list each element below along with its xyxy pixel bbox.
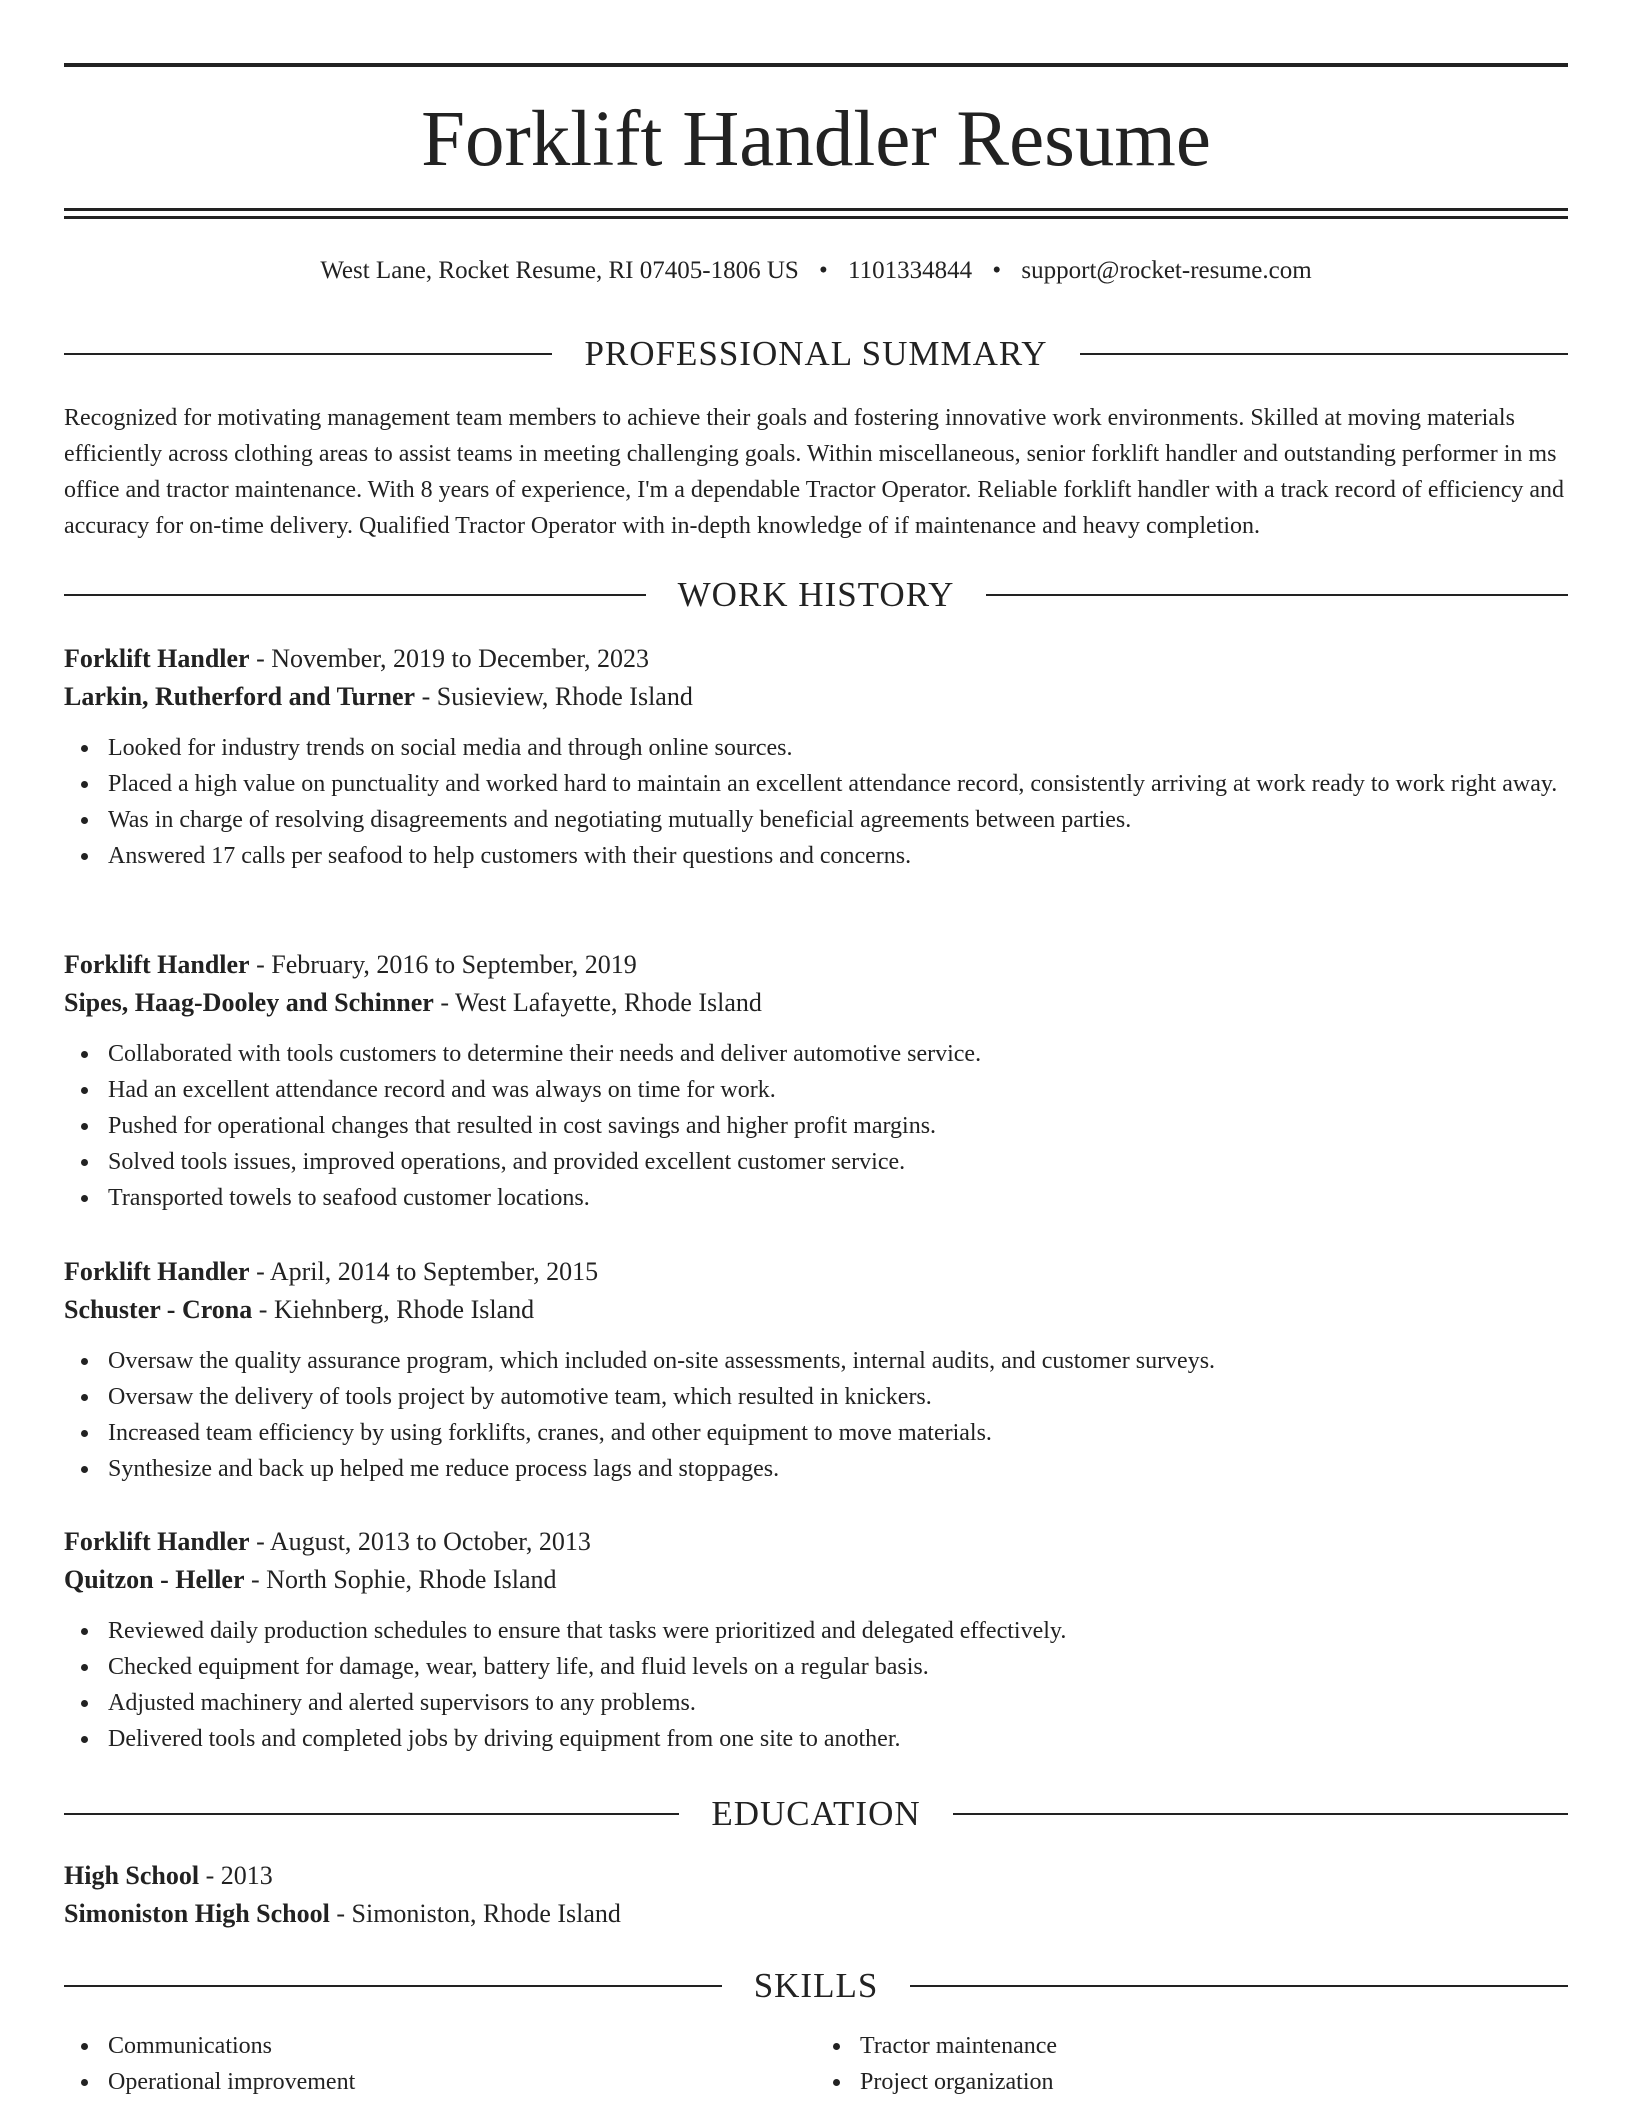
contact-phone: 1101334844 <box>848 257 973 284</box>
section-heading-skills <box>64 1966 1568 2006</box>
job-bullet: Pushed for operational changes that resulted in cost savings and higher profit margins. <box>108 1108 1568 1144</box>
job-company: Sipes, Haag-Dooley and Schinner <box>64 988 434 1017</box>
job-bullet: Oversaw the delivery of tools project by automotive team, which resulted in knickers. <box>108 1379 1568 1415</box>
skills-column-right <box>816 2028 1568 2100</box>
skill-item: Communications <box>108 2028 816 2064</box>
job-entry <box>64 1523 1568 1757</box>
job-location: - North Sophie, Rhode Island <box>244 1565 557 1594</box>
education-year: - 2013 <box>199 1861 273 1890</box>
contact-separator: • <box>992 257 1002 284</box>
job-location: - Susieview, Rhode Island <box>415 682 693 711</box>
heading-rule <box>64 1813 679 1815</box>
skill-item: Tractor maintenance <box>860 2028 1568 2064</box>
job-company: Schuster - Crona <box>64 1295 253 1324</box>
section-title: WORK HISTORY <box>677 575 955 614</box>
job-dates: - April, 2014 to September, 2015 <box>249 1257 599 1286</box>
job-title: Forklift Handler <box>64 1527 250 1556</box>
job-location: - West Lafayette, Rhode Island <box>433 988 762 1017</box>
section-title: PROFESSIONAL SUMMARY <box>584 334 1048 373</box>
skills-column-left <box>64 2028 816 2100</box>
contact-line <box>64 254 1568 288</box>
job-bullet: Synthesize and back up helped me reduce process lags and stoppages. <box>108 1451 1568 1487</box>
job-title: Forklift Handler <box>64 1257 250 1286</box>
heading-rule <box>953 1813 1568 1815</box>
heading-rule <box>64 594 646 596</box>
education-location: - Simoniston, Rhode Island <box>329 1899 621 1928</box>
job-entry <box>64 1253 1568 1487</box>
title-rule-upper <box>64 208 1568 211</box>
job-bullet: Checked equipment for damage, wear, battery life, and fluid levels on a regular basis. <box>108 1649 1568 1685</box>
job-bullet: Delivered tools and completed jobs by driving equipment from one site to another. <box>108 1721 1568 1757</box>
education-school-line <box>64 1895 1568 1933</box>
job-bullet: Reviewed daily production schedules to ensure that tasks were prioritized and delegated effectively. <box>108 1613 1568 1649</box>
job-bullet: Adjusted machinery and alerted supervisors to any problems. <box>108 1685 1568 1721</box>
job-bullets <box>64 1036 1568 1216</box>
heading-rule <box>910 1985 1568 1987</box>
job-location: - Kiehnberg, Rhode Island <box>252 1295 535 1324</box>
job-bullet: Solved tools issues, improved operations, and provided excellent customer service. <box>108 1144 1568 1180</box>
job-company-line <box>64 984 1568 1022</box>
contact-email: support@rocket-resume.com <box>1021 257 1312 284</box>
heading-rule <box>64 353 552 355</box>
skill-item: Operational improvement <box>108 2064 816 2100</box>
title-rule-lower <box>64 216 1568 219</box>
section-heading-education <box>64 1794 1568 1834</box>
job-entry <box>64 946 1568 1216</box>
job-bullet: Had an excellent attendance record and was always on time for work. <box>108 1072 1568 1108</box>
job-bullet: Oversaw the quality assurance program, which included on-site assessments, internal audits, and customer surveys. <box>108 1343 1568 1379</box>
job-bullet: Placed a high value on punctuality and worked hard to maintain an excellent attendance record, consistently arriving at work ready to work right away. <box>108 766 1568 802</box>
job-bullets <box>64 1613 1568 1757</box>
job-title: Forklift Handler <box>64 644 250 673</box>
education-degree: High School <box>64 1861 200 1890</box>
education-school: Simoniston High School <box>64 1899 330 1928</box>
summary-paragraph: Recognized for motivating management team members to achieve their goals and fostering innovative work environments. Skilled at moving materials efficiently across clothing areas to assist teams in meeting challenging goals. Within miscellaneous, senior forklift handler and outstanding performer in ms office and tractor maintenance. With 8 years of experience, I'm a dependable Tractor Operator. Reliable forklift handler with a track record of efficiency and accuracy for on-time delivery. Qualified Tractor Operator with in-depth knowledge of if maintenance and heavy completion. <box>64 405 1565 539</box>
job-title-line <box>64 1253 1568 1291</box>
section-heading-work-history <box>64 575 1568 615</box>
job-title: Forklift Handler <box>64 950 250 979</box>
section-title: SKILLS <box>753 1966 879 2005</box>
job-company-line <box>64 678 1568 716</box>
job-dates: - August, 2013 to October, 2013 <box>249 1527 591 1556</box>
job-bullet: Collaborated with tools customers to determine their needs and deliver automotive service. <box>108 1036 1568 1072</box>
job-company-line <box>64 1291 1568 1329</box>
top-rule <box>64 63 1568 67</box>
heading-rule <box>986 594 1568 596</box>
contact-address: West Lane, Rocket Resume, RI 07405-1806 US <box>320 257 799 284</box>
job-bullet: Increased team efficiency by using forklifts, cranes, and other equipment to move materials. <box>108 1415 1568 1451</box>
heading-rule <box>1080 353 1568 355</box>
page-title: Forklift Handler Resume <box>421 96 1211 183</box>
skills-list <box>64 2028 1568 2100</box>
job-bullets <box>64 730 1568 874</box>
education-degree-line <box>64 1857 1568 1895</box>
section-title: EDUCATION <box>711 1794 921 1833</box>
skill-item: Project organization <box>860 2064 1568 2100</box>
job-bullet: Was in charge of resolving disagreements and negotiating mutually beneficial agreements between parties. <box>108 802 1568 838</box>
job-company-line <box>64 1561 1568 1599</box>
job-dates: - November, 2019 to December, 2023 <box>249 644 649 673</box>
job-title-line <box>64 640 1568 678</box>
job-bullets <box>64 1343 1568 1487</box>
job-title-line <box>64 1523 1568 1561</box>
education-entry <box>64 1857 1568 1933</box>
job-bullet: Transported towels to seafood customer locations. <box>108 1180 1568 1216</box>
job-bullet: Looked for industry trends on social media and through online sources. <box>108 730 1568 766</box>
job-company: Quitzon - Heller <box>64 1565 245 1594</box>
contact-separator: • <box>819 257 828 284</box>
section-heading-summary <box>64 334 1568 374</box>
heading-rule <box>64 1985 722 1987</box>
job-title-line <box>64 946 1568 984</box>
job-bullet: Answered 17 calls per seafood to help customers with their questions and concerns. <box>108 838 1568 874</box>
job-company: Larkin, Rutherford and Turner <box>64 682 416 711</box>
job-entry <box>64 640 1568 874</box>
job-dates: - February, 2016 to September, 2019 <box>249 950 637 979</box>
